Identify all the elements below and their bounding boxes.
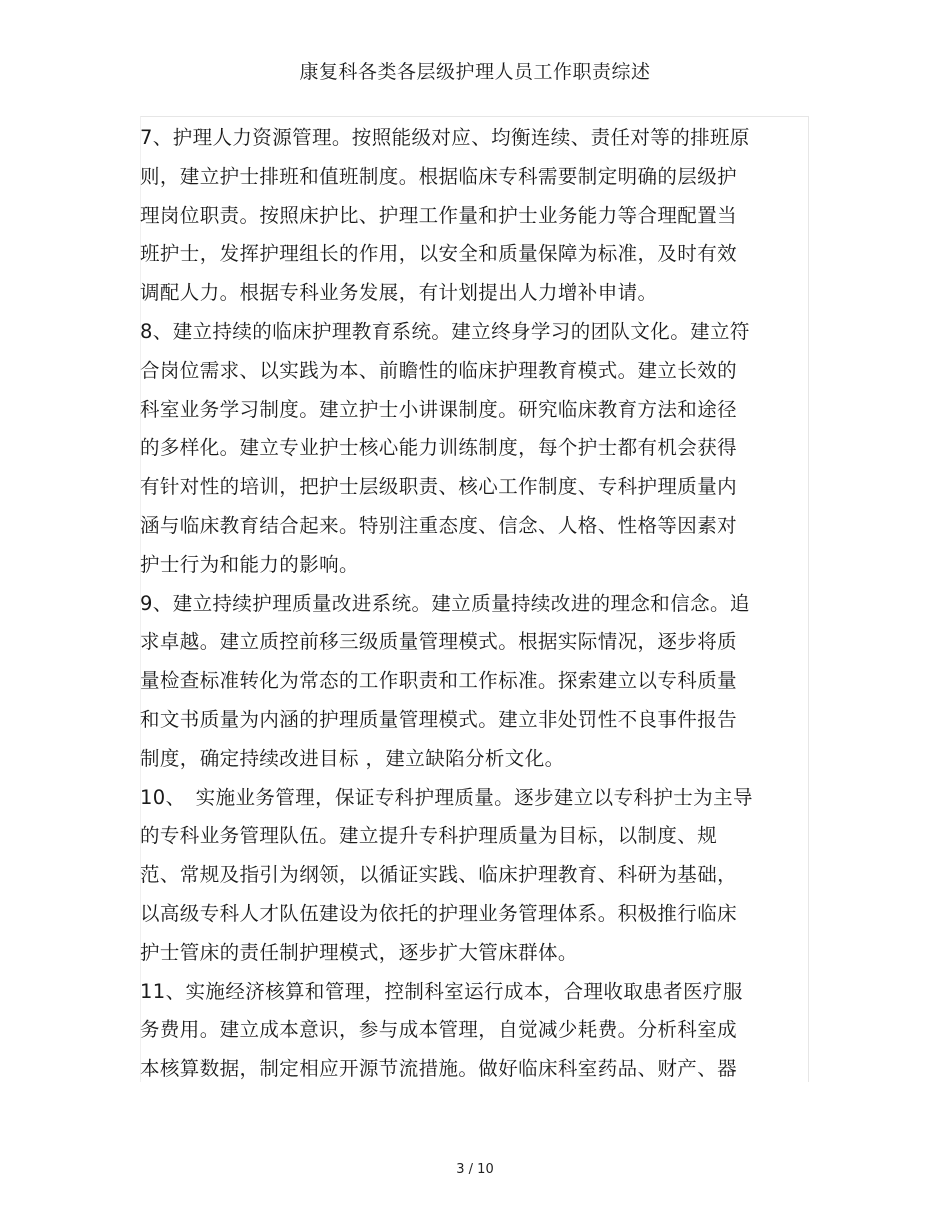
text-line: 有针对性的培训，把护士层级职责、核心工作制度、专科护理质量内 [140,475,738,499]
body-text [140,119,780,1089]
page-number: 3 / 10 [456,1162,494,1177]
text-line: 8、建立持续的临床护理教育系统。建立终身学习的团队文化。建立符 [140,319,750,343]
text-line: 制度，确定持续改进目标 ，建立缺陷分析文化。 [140,746,565,770]
text-line: 11、实施经济核算和管理，控制科室运行成本，合理收取患者医疗服 [140,979,743,1003]
text-line: 涵与临床教育结合起来。特别注重态度、信念、人格、性格等因素对 [140,513,738,537]
text-line: 求卓越。建立质控前移三级质量管理模式。根据实际情况，逐步将质 [140,630,738,654]
text-line: 护士行为和能力的影响。 [140,552,359,576]
text-line: 和文书质量为内涵的护理质量管理模式。建立非处罚性不良事件报告 [140,707,738,731]
text-line: 合岗位需求、以实践为本、前瞻性的临床护理教育模式。建立长效的 [140,358,738,382]
text-line: 班护士，发挥护理组长的作用，以安全和质量保障为标准，及时有效 [140,242,738,266]
text-line: 科室业务学习制度。建立护士小讲课制度。研究临床教育方法和途径 [140,397,738,421]
text-line: 7、护理人力资源管理。按照能级对应、均衡连续、责任对等的排班原 [140,126,750,149]
text-line: 范、常规及指引为纲领，以循证实践、临床护理教育、科研为基础， [140,863,738,887]
text-line: 调配人力。根据专科业务发展，有计划提出人力增补申请。 [140,281,658,305]
text-line: 护士管床的责任制护理模式，逐步扩大管床群体。 [140,940,578,964]
text-line: 理岗位职责。按照床护比、护理工作量和护士业务能力等合理配置当 [140,203,738,227]
document-title: 康复科各类各层级护理人员工作职责综述 [299,61,651,83]
text-line: 以高级专科人才队伍建设为依托的护理业务管理体系。积极推行临床 [140,901,738,925]
text-line: 10、 实施业务管理，保证专科护理质量。逐步建立以专科护士为主导 [140,785,753,809]
text-line: 9、建立持续护理质量改进系统。建立质量持续改进的理念和信念。追 [140,591,750,615]
text-line: 的专科业务管理队伍。建立提升专科护理质量为目标，以制度、规 [140,824,718,848]
text-line: 本核算数据，制定相应开源节流措施。做好临床科室药品、财产、器 [140,1057,738,1081]
text-line: 则，建立护士排班和值班制度。根据临床专科需要制定明确的层级护 [140,164,738,188]
text-line: 的多样化。建立专业护士核心能力训练制度，每个护士都有机会获得 [140,436,738,460]
text-line: 务费用。建立成本意识，参与成本管理，自觉减少耗费。分析科室成 [140,1018,738,1042]
text-line: 量检查标准转化为常态的工作职责和工作标准。探索建立以专科质量 [140,669,738,693]
